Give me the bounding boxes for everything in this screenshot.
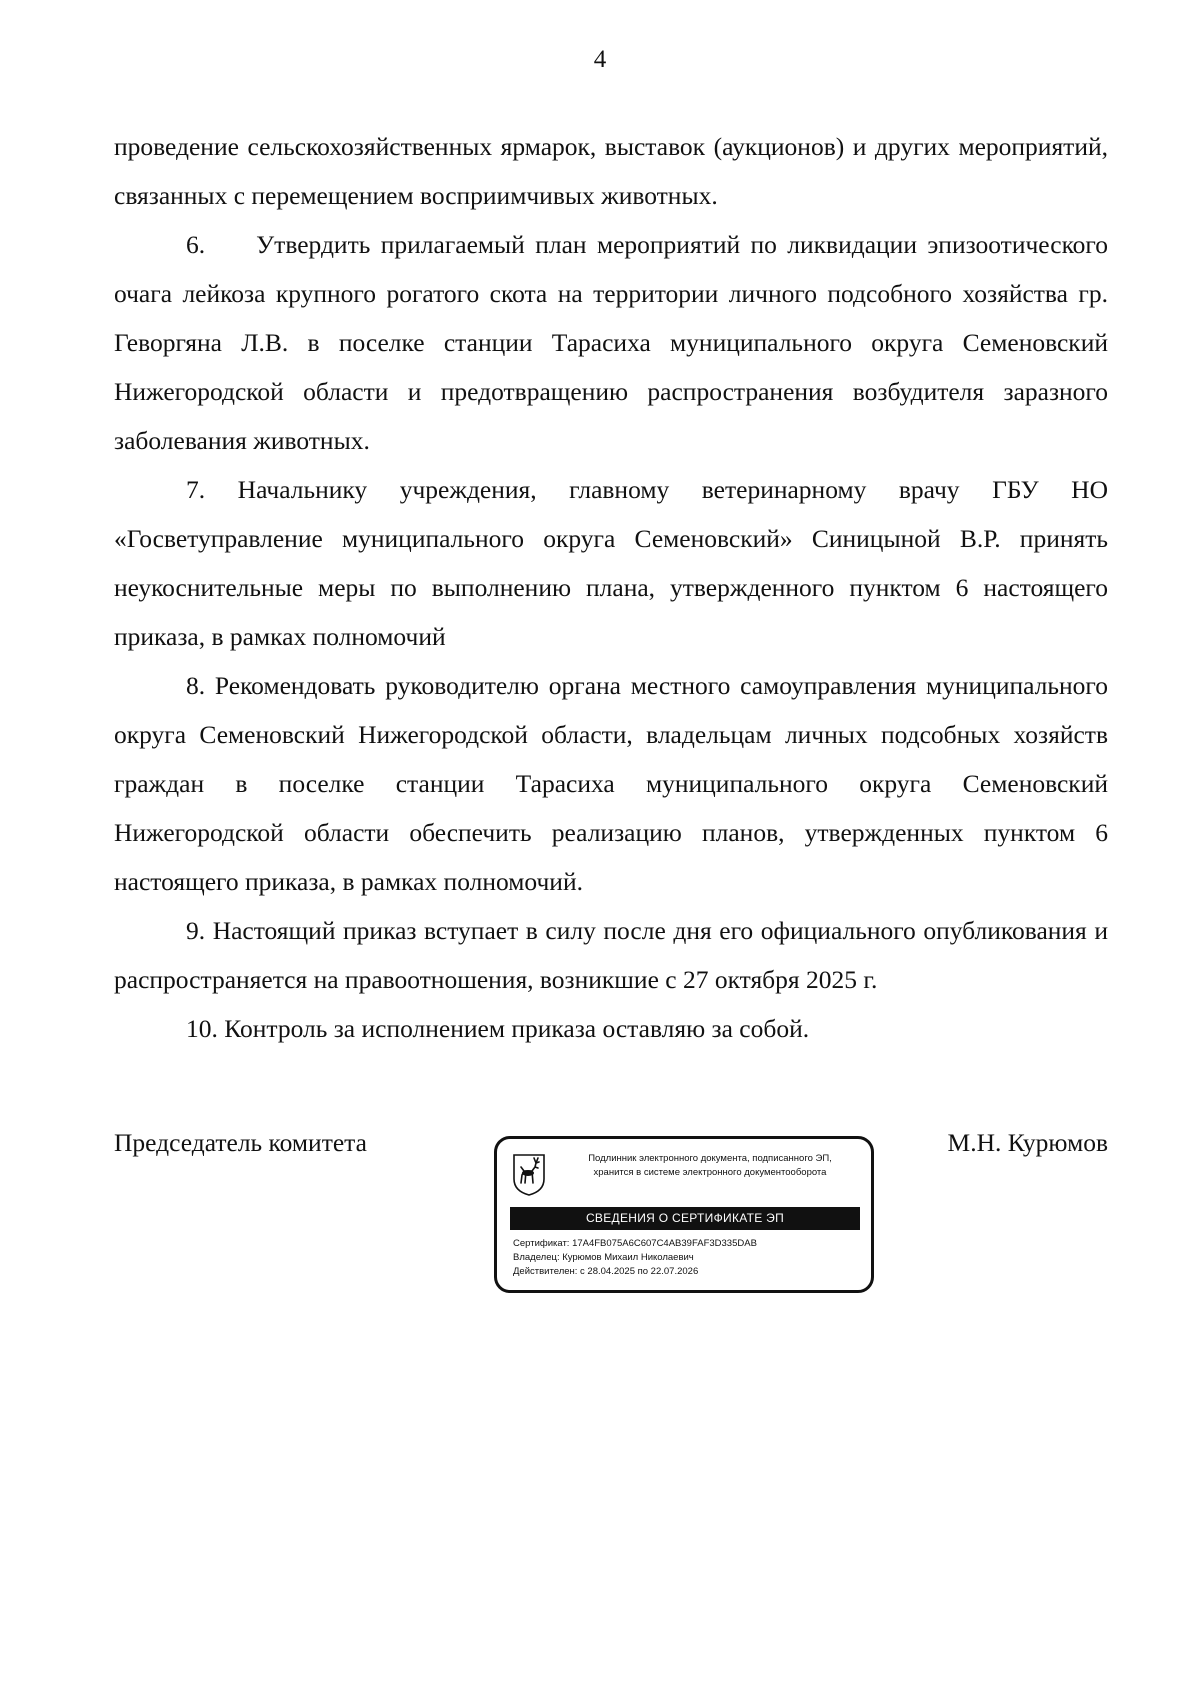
stamp-certificate-details — [513, 1237, 757, 1279]
certificate-number: Сертификат: 17A4FB075A6C607C4AB39FAF3D335DAB — [513, 1238, 757, 1249]
stamp-header-bar: СВЕДЕНИЯ О СЕРТИФИКАТЕ ЭП — [510, 1207, 860, 1230]
paragraph-item-10: 10. Контроль за исполнением приказа оставляю за собой. — [186, 1014, 810, 1043]
signatory-name: М.Н. Курюмов — [947, 1128, 1108, 1157]
paragraph-item-6: 6. Утвердить прилагаемый план мероприятий по ликвидации эпизоотического очага лейкоза крупного рогатого скота на территории личного подсобного хозяйства гр. Геворгяна Л.В. в поселке станции Тарасиха муниципального округа Семеновский Нижегородской области и предотвращению распространения возбудителя заразного заболевания животных. — [114, 230, 1108, 455]
document-body — [114, 122, 1108, 1053]
paragraph-item-8: 8. Рекомендовать руководителю органа местного самоуправления муниципального округа Семеновский Нижегородской области, владельцам личных подсобных хозяйств граждан в поселке станции Тарасиха муниципального округа Семеновский Нижегородской области обеспечить реализацию планов, утвержденных пунктом 6 настоящего приказа, в рамках полномочий. — [114, 671, 1108, 896]
page-number: 4 — [593, 46, 607, 73]
paragraph-item-7: 7. Начальнику учреждения, главному ветеринарному врачу ГБУ НО «Госветуправление муниципального округа Семеновский» Синицыной В.Р. принять неукоснительные меры по выполнению плана, утвержденного пунктом 6 настоящего приказа, в рамках полномочий — [114, 475, 1108, 651]
paragraph-item-9: 9. Настоящий приказ вступает в силу после дня его официального опубликования и распространяется на правоотношения, возникшие с 27 октября 2025 г. — [114, 916, 1108, 994]
certificate-owner: Владелец: Курюмов Михаил Николаевич — [513, 1252, 694, 1263]
stamp-note-line: Подлинник электронного документа, подписанного ЭП, — [588, 1153, 832, 1164]
coat-of-arms-icon — [512, 1153, 546, 1197]
signatory-title: Председатель комитета — [114, 1128, 367, 1157]
electronic-signature-stamp — [494, 1136, 874, 1293]
paragraph-continuation: проведение сельскохозяйственных ярмарок, выставок (аукционов) и других мероприятий, связанных с перемещением восприимчивых животных. — [114, 132, 1108, 210]
certificate-validity: Действителен: с 28.04.2025 по 22.07.2026 — [513, 1266, 699, 1277]
stamp-note — [555, 1152, 865, 1180]
stamp-note-line: хранится в системе электронного документооборота — [593, 1167, 827, 1178]
